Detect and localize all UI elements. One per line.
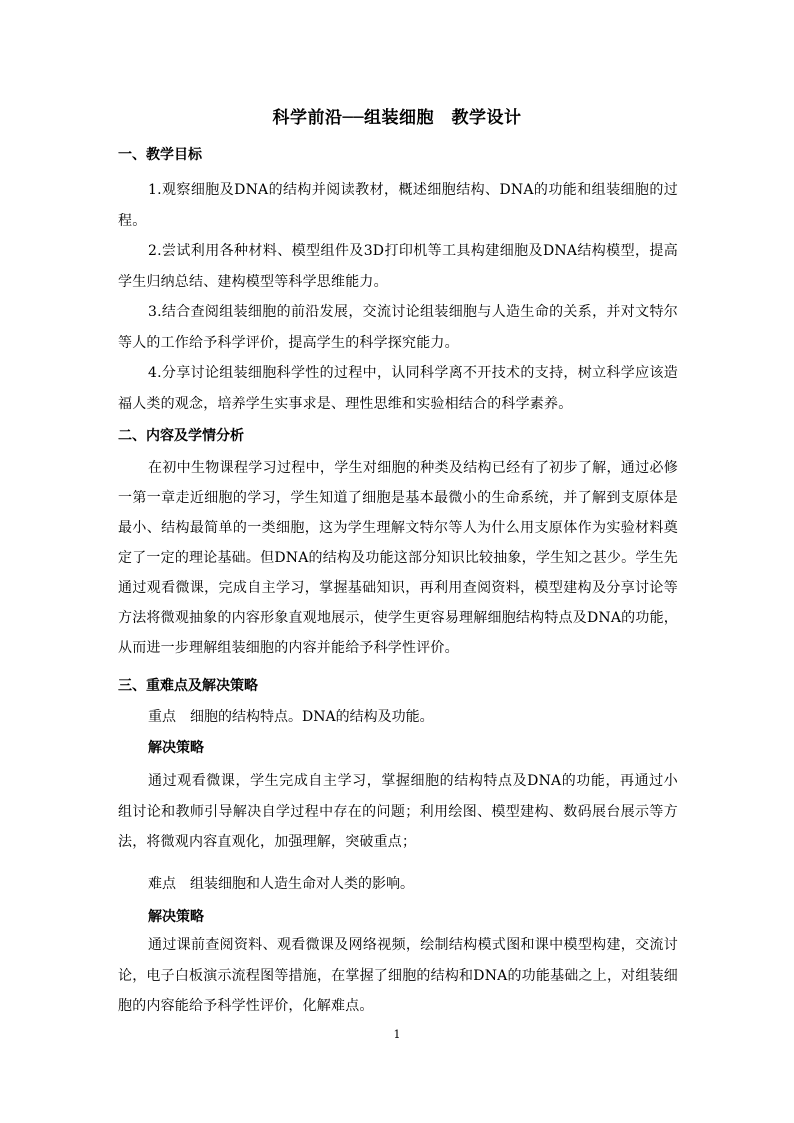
strategy-paragraph-1: 通过观看微课，学生完成自主学习，掌握细胞的结构特点及DNA的功能，再通过小组讨论和教师引导解决自学过程中存在的问题；利用绘图、模型建构、数码展台展示等方法，将微观内容直观化，加强理解，突破重点；: [118, 773, 678, 850]
objective-item-4: 4.分享讨论组装细胞科学性的过程中，认同科学离不开技术的支持，树立科学应该造福人类的观念，培养学生实事求是、理性思维和实验相结合的科学素养。: [118, 365, 678, 412]
difficult-point: 难点 组装细胞和人造生命对人类的影响。: [148, 876, 414, 892]
objective-item-1: 1.观察细胞及DNA的结构并阅读教材，概述细胞结构、DNA的功能和组装细胞的过程。: [118, 182, 678, 229]
section-heading-objectives: 一、教学目标: [118, 147, 202, 163]
section-heading-keypoints: 三、重难点及解决策略: [118, 678, 258, 694]
document-title: 科学前沿──组装细胞 教学设计: [272, 108, 522, 128]
key-point: 重点 细胞的结构特点。DNA的结构及功能。: [148, 709, 434, 725]
objective-item-3: 3.结合查阅组装细胞的前沿发展，交流讨论组装细胞与人造生命的关系，并对文特尔等人的工作给予科学评价，提高学生的科学探究能力。: [118, 304, 678, 351]
strategy-label-1: 解决策略: [148, 740, 204, 756]
strategy-paragraph-2: 通过课前查阅资料、观看微课及网络视频，绘制结构模式图和课中模型构建，交流讨论，电子白板演示流程图等措施，在掌握了细胞的结构和DNA的功能基础之上，对组装细胞的内容能给予科学性评价，化解难点。: [118, 937, 678, 1014]
section-heading-analysis: 二、内容及学情分析: [118, 428, 244, 444]
objective-item-2: 2.尝试利用各种材料、模型组件及3D打印机等工具构建细胞及DNA结构模型，提高学生归纳总结、建构模型等科学思维能力。: [118, 243, 678, 290]
page-number: 1: [393, 1028, 401, 1041]
strategy-label-2: 解决策略: [148, 909, 204, 925]
analysis-paragraph: 在初中生物课程学习过程中，学生对细胞的种类及结构已经有了初步了解，通过必修一第一章走近细胞的学习，学生知道了细胞是基本最微小的生命系统，并了解到支原体是最小、结构最简单的一类细胞，这为学生理解文特尔等人为什么用支原体作为实验材料奠定了一定的理论基础。但DNA的结构及功能这部分知识比较抽象，学生知之甚少。学生先通过观看微课，完成自主学习，掌握基础知识，再利用查阅资料，模型建构及分享讨论等方法将微观抽象的内容形象直观地展示，使学生更容易理解细胞结构特点及DNA的功能，从而进一步理解组装细胞的内容并能给予科学性评价。: [118, 460, 678, 656]
